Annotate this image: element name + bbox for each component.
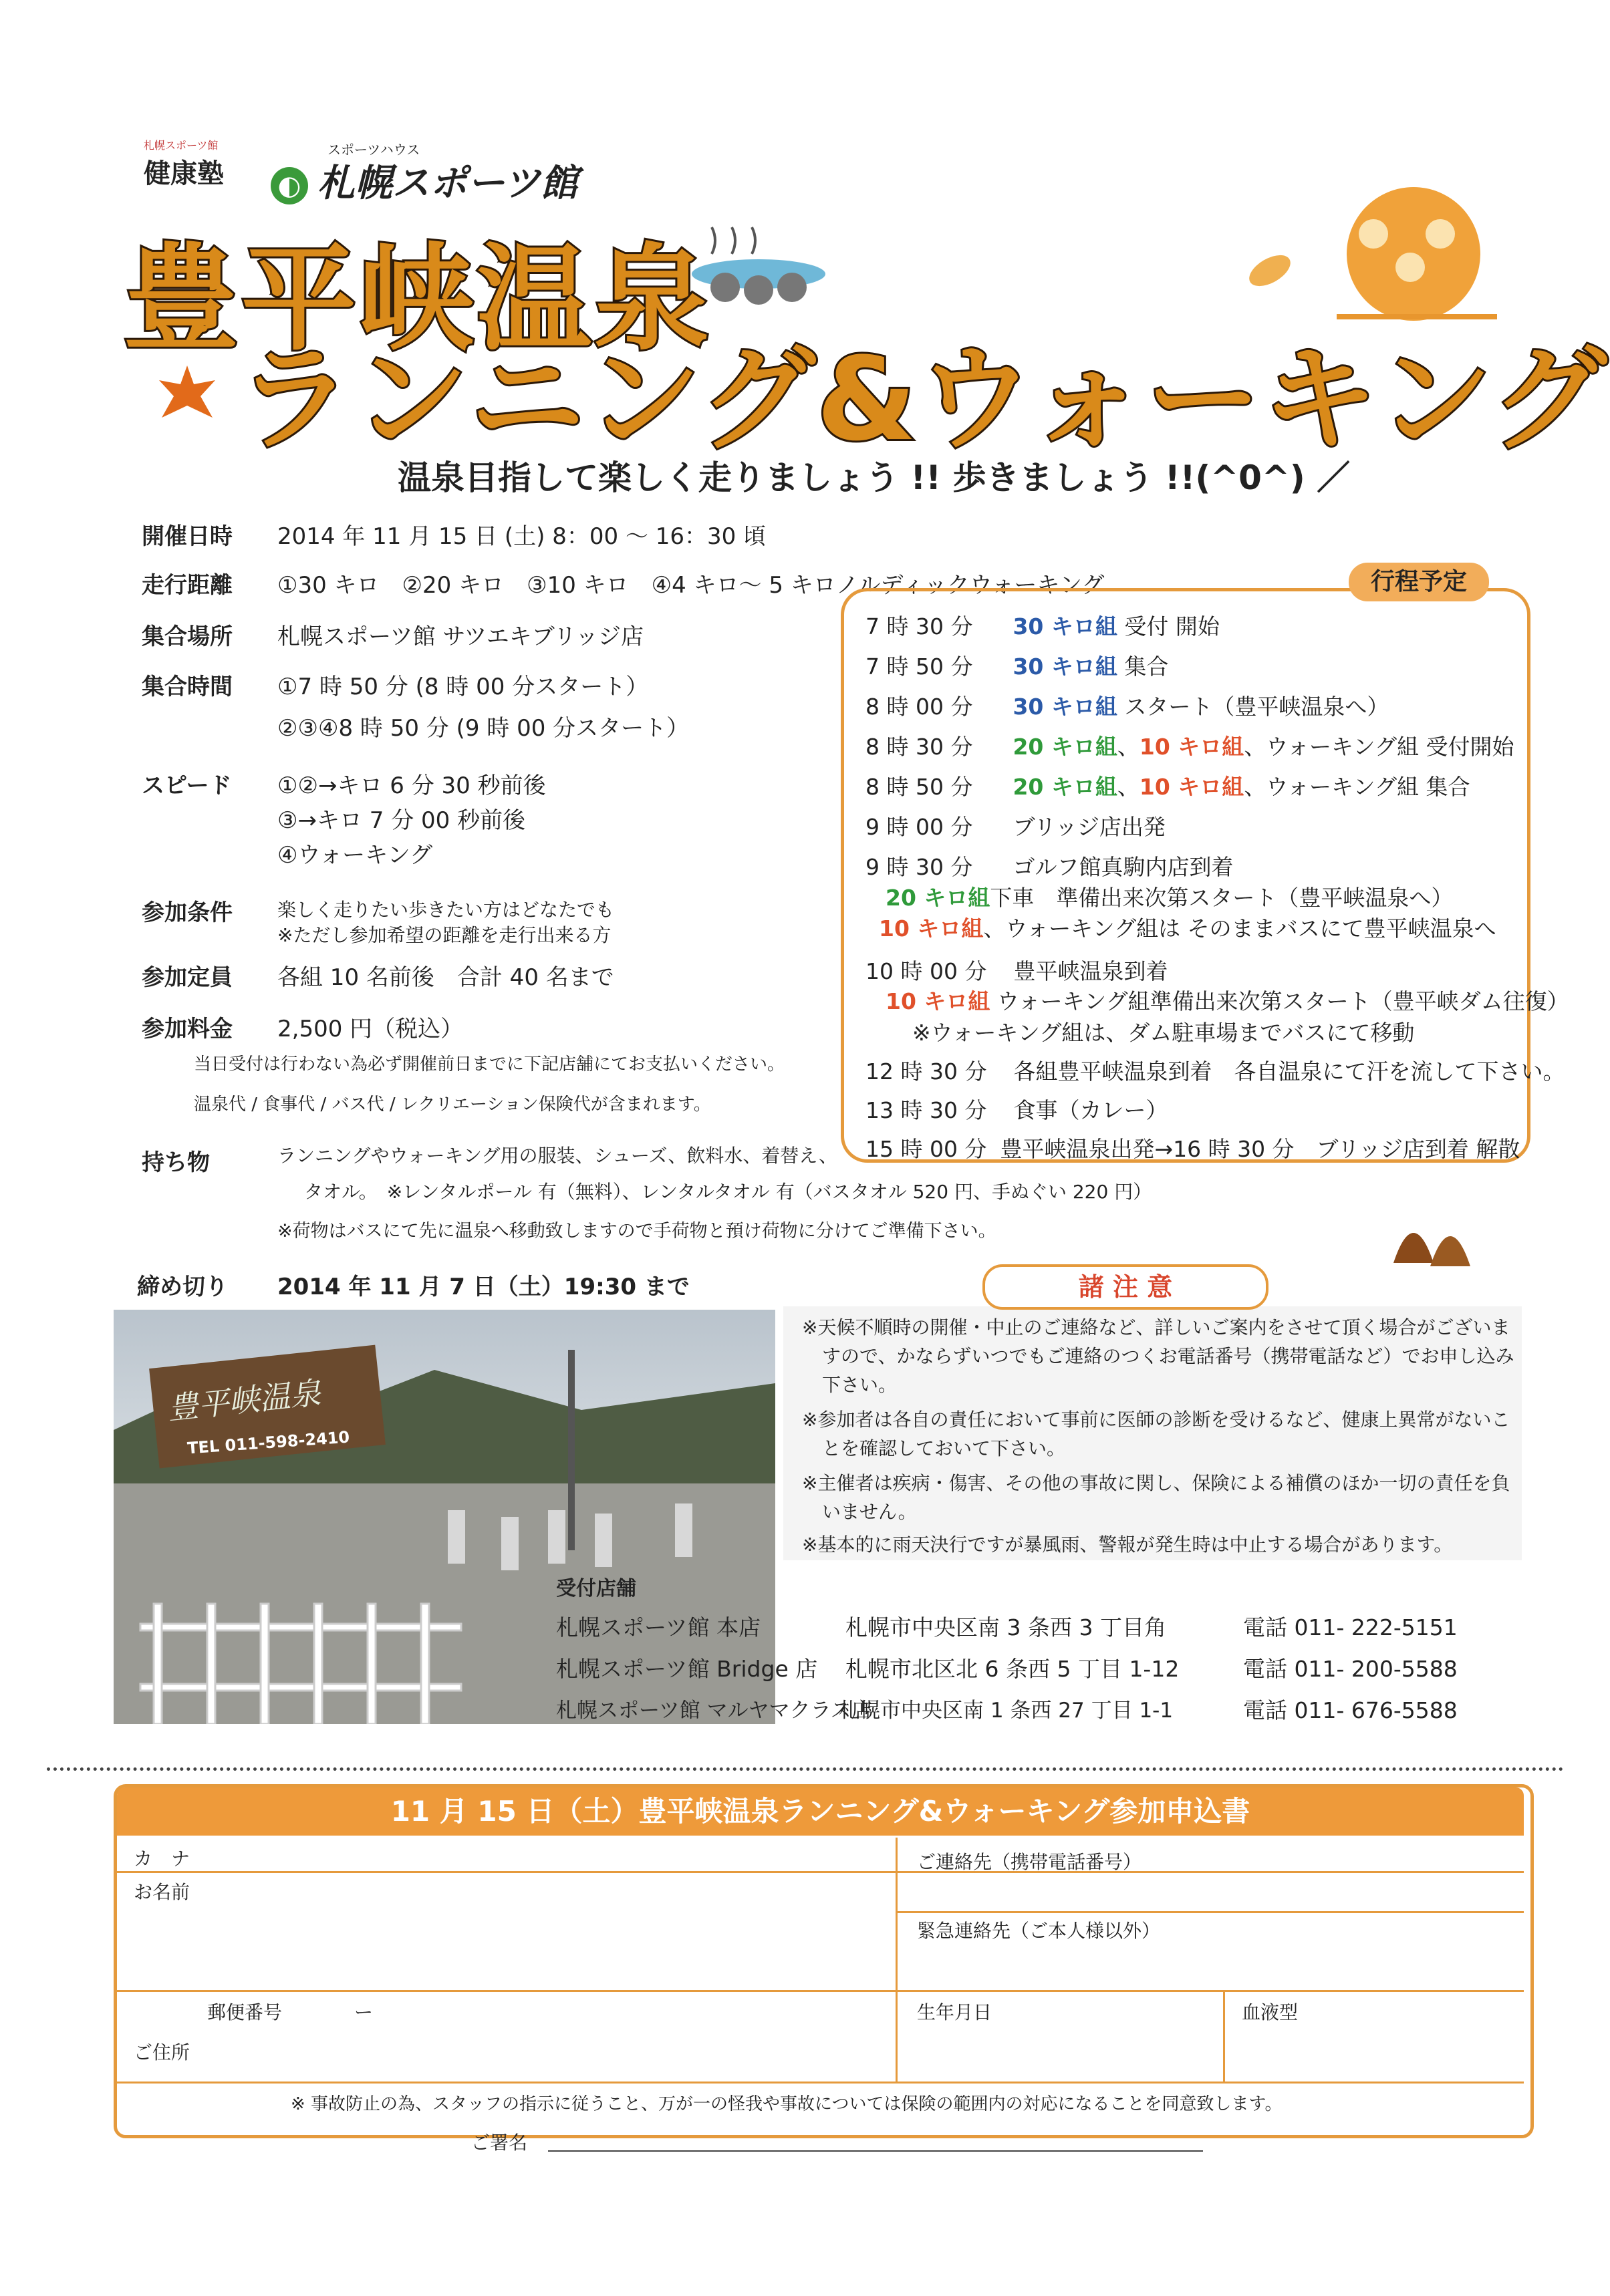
deadline-value: 2014 年 11 月 7 日（土）19:30 まで <box>277 1274 690 1300</box>
note-2a: ※参加者は各自の責任において事前に医師の診断を受けるなど、健康上異常がないこ <box>802 1409 1510 1431</box>
time-label: 集合時間 <box>142 674 233 700</box>
store-3-tel: 電話 011- 676-5588 <box>1243 1697 1458 1723</box>
event-title-line1: 豊平峡温泉 <box>124 232 712 366</box>
form-postal-label: 郵便番号 <box>207 2001 283 2023</box>
form-blood-label: 血液型 <box>1242 2001 1299 2023</box>
note-1b: すので、かならずいつでもご連絡のつくお電話番号（携帯電話など）でお申し込み <box>822 1345 1514 1367</box>
note-4: ※基本的に雨天決行ですが暴風雨、警報が発生時は中止する場合があります。 <box>802 1534 1453 1556</box>
speed-label: スピード <box>142 772 232 799</box>
form-birthday-label: 生年月日 <box>917 2001 992 2023</box>
schedule-row-11: 15 時 00 分 豊平峡温泉出発→16 時 30 分 ブリッジ店到着 解散 <box>865 1136 1520 1162</box>
date-label: 開催日時 <box>142 523 233 550</box>
speed-value-3: ④ウォーキング <box>277 842 433 869</box>
items-note: ※荷物はバスにて先に温泉へ移動致しますので手荷物と預け荷物に分けてご準備下さい。 <box>277 1221 996 1242</box>
time-value-1: ①7 時 50 分 (8 時 00 分スタート） <box>277 674 649 700</box>
form-line <box>117 1990 1524 1992</box>
capacity-label: 参加定員 <box>142 964 233 991</box>
photo-sign-text: 豊平峡温泉 <box>166 1375 323 1427</box>
items-value-1: ランニングやウォーキング用の服装、シューズ、飲料水、着替え、 <box>277 1145 838 1167</box>
address-field[interactable] <box>221 2028 882 2075</box>
schedule-tag: 行程予定 <box>1349 563 1489 601</box>
form-emergency-label: 緊急連絡先（ご本人様以外） <box>917 1920 1161 1942</box>
form-kana-label: カ ナ <box>134 1848 190 1870</box>
fee-value: 2,500 円（税込） <box>277 1016 464 1042</box>
form-agreement: ※ 事故防止の為、スタッフの指示に従うこと、万が一の怪我や事故については保険の範囲内の対応になることを同意致します。 <box>291 2094 1283 2114</box>
form-contact-label: ご連絡先（携帯電話番号） <box>917 1851 1142 1873</box>
sports-logo-icon: ◐ <box>271 167 308 204</box>
schedule-row-10: 13 時 30 分 食事（カレー） <box>865 1097 1168 1123</box>
form-header: 11 月 15 日（土）豊平峡温泉ランニング&ウォーキング参加申込書 <box>117 1787 1524 1836</box>
leaf-icon <box>1243 247 1297 294</box>
schedule-row-7b: 20 キロ組下車 準備出来次第スタート（豊平峡温泉へ） <box>886 885 1454 911</box>
contact-field[interactable] <box>917 1874 1505 1908</box>
place-value: 札幌スポーツ館 サツエキブリッジ店 <box>277 623 644 650</box>
moon-dragonfly-icon <box>1310 180 1510 327</box>
stores-label: 受付店舗 <box>556 1577 636 1600</box>
items-value-2: タオル。 ※レンタルポール 有（無料）、レンタルタオル 有（バスタオル 520 円、手ぬぐい 220 円） <box>304 1181 1152 1203</box>
store-2-address: 札幌市北区北 6 条西 5 丁目 1-12 <box>845 1656 1180 1682</box>
blood-type-field[interactable] <box>1242 2025 1509 2071</box>
store-1-tel: 電話 011- 222-5151 <box>1243 1614 1458 1640</box>
note-1c: 下さい。 <box>822 1374 898 1396</box>
emergency-field[interactable] <box>917 1945 1505 1985</box>
date-value: 2014 年 11 月 15 日 (土) 8：00 ～ 16：30 頃 <box>277 523 767 550</box>
schedule-row-1: 7 時 30 分 30 キロ組 受付 開始 <box>865 613 1220 639</box>
form-line <box>117 1871 1524 1873</box>
store-3-address: 札幌市中央区南 1 条西 27 丁目 1-1 <box>839 1699 1174 1723</box>
note-1a: ※天候不順時の開催・中止のご連絡など、詳しいご案内をさせて頂く場合がございま <box>802 1316 1510 1338</box>
condition-value-1: 楽しく走りたい歩きたい方はどなたでも <box>277 899 615 921</box>
store-2-tel: 電話 011- 200-5588 <box>1243 1656 1458 1682</box>
sports-house-text: スポーツハウス <box>327 142 420 158</box>
deadline-label: 締め切り <box>137 1274 228 1300</box>
form-divider <box>896 1838 898 2082</box>
chestnut-icon <box>1380 1209 1487 1283</box>
event-subtitle: 温泉目指して楽しく走りましょう !! 歩きましょう !!(^0^) ／ <box>398 458 1351 497</box>
schedule-row-4: 8 時 30 分 20 キロ組、10 キロ組、ウォーキング組 受付開始 <box>865 734 1514 760</box>
fee-label: 参加料金 <box>142 1016 233 1042</box>
distance-label: 走行距離 <box>142 572 233 599</box>
form-signature-label: ご署名 <box>471 2132 528 2154</box>
kenkojuku-text: 健康塾 <box>144 158 224 189</box>
time-value-2: ②③④8 時 50 分 (9 時 00 分スタート） <box>277 715 690 742</box>
speed-value-1: ①②→キロ 6 分 30 秒前後 <box>277 772 546 799</box>
postal-field[interactable] <box>301 1995 501 2021</box>
schedule-row-2: 7 時 50 分 30 キロ組 集合 <box>865 654 1169 680</box>
speed-value-2: ③→キロ 7 分 00 秒前後 <box>277 807 526 834</box>
form-line <box>117 2082 1524 2084</box>
place-label: 集合場所 <box>142 623 233 650</box>
schedule-row-8c: ※ウォーキング組は、ダム駐車場までバスにて移動 <box>912 1020 1415 1046</box>
sapporo-sports-logo <box>271 140 578 207</box>
schedule-row-6: 9 時 00 分 ブリッジ店出発 <box>865 814 1166 840</box>
kana-field[interactable] <box>281 1841 882 1868</box>
schedule-row-8b: 10 キロ組 ウォーキング組準備出来次第スタート（豊平峡ダム往復） <box>886 988 1569 1014</box>
distance-value: ①30 キロ ②20 キロ ③10 キロ ④4 キロ～ 5 キロノルディックウォーキング <box>277 572 1105 599</box>
form-line <box>896 1911 1524 1913</box>
signature-field[interactable] <box>548 2125 1203 2152</box>
schedule-row-3: 8 時 00 分 30 キロ組 スタート（豊平峡温泉へ） <box>865 694 1389 720</box>
kenkojuku-small-text: 札幌スポーツ館 <box>144 139 219 152</box>
schedule-row-5: 8 時 50 分 20 キロ組、10 キロ組、ウォーキング組 集合 <box>865 774 1470 800</box>
capacity-value: 各組 10 名前後 合計 40 名まで <box>277 964 614 991</box>
schedule-row-9: 12 時 30 分 各組豊平峡温泉到着 各自温泉にて汗を流して下さい。 <box>865 1058 1565 1085</box>
notes-title: 諸 注 意 <box>982 1264 1268 1310</box>
kenkojuku-logo <box>144 137 224 190</box>
schedule-row-8: 10 時 00 分 豊平峡温泉到着 <box>865 958 1168 984</box>
form-address-label: ご住所 <box>134 2041 190 2063</box>
schedule-row-7c: 10 キロ組、ウォーキング組は そのままバスにて豊平峡温泉へ <box>879 915 1496 942</box>
note-3b: いません。 <box>822 1501 917 1523</box>
items-label: 持ち物 <box>142 1149 210 1176</box>
store-1-name: 札幌スポーツ館 本店 <box>556 1614 761 1640</box>
fee-note-1: 当日受付は行わない為必ず開催前日までに下記店舗にてお支払いください。 <box>194 1054 785 1074</box>
form-divider <box>1223 1990 1225 2082</box>
store-2-name: 札幌スポーツ館 Bridge 店 <box>556 1656 818 1682</box>
event-title-line2: ランニング&ウォーキング <box>237 332 1608 466</box>
note-3a: ※主催者は疾病・傷害、その他の事故に関し、保険による補償のほか一切の責任を負 <box>802 1472 1510 1494</box>
note-2b: とを確認しておいて下さい。 <box>822 1437 1066 1459</box>
condition-label: 参加条件 <box>142 899 233 926</box>
store-1-address: 札幌市中央区南 3 条西 3 丁目角 <box>845 1614 1166 1640</box>
sports-logo-text: 札幌スポーツ館 <box>317 162 578 205</box>
birthday-field[interactable] <box>917 2025 1211 2071</box>
fee-note-2: 温泉代 / 食事代 / バス代 / レクリエーション保険代が含まれます。 <box>194 1095 711 1115</box>
cut-line <box>47 1767 1564 1771</box>
name-field[interactable] <box>281 1878 882 1985</box>
photo-sign-tel: TEL 011-598-2410 <box>186 1427 351 1458</box>
maple-leaf-icon <box>154 364 221 424</box>
condition-value-2: ※ただし参加希望の距離を走行出来る方 <box>277 924 612 946</box>
store-3-name: 札幌スポーツ館 マルヤマクラス店 <box>556 1699 872 1723</box>
form-postal-dash: ー <box>354 2001 374 2023</box>
schedule-row-7: 9 時 30 分 ゴルフ館真駒内店到着 <box>865 854 1234 880</box>
form-name-label: お名前 <box>134 1881 190 1903</box>
